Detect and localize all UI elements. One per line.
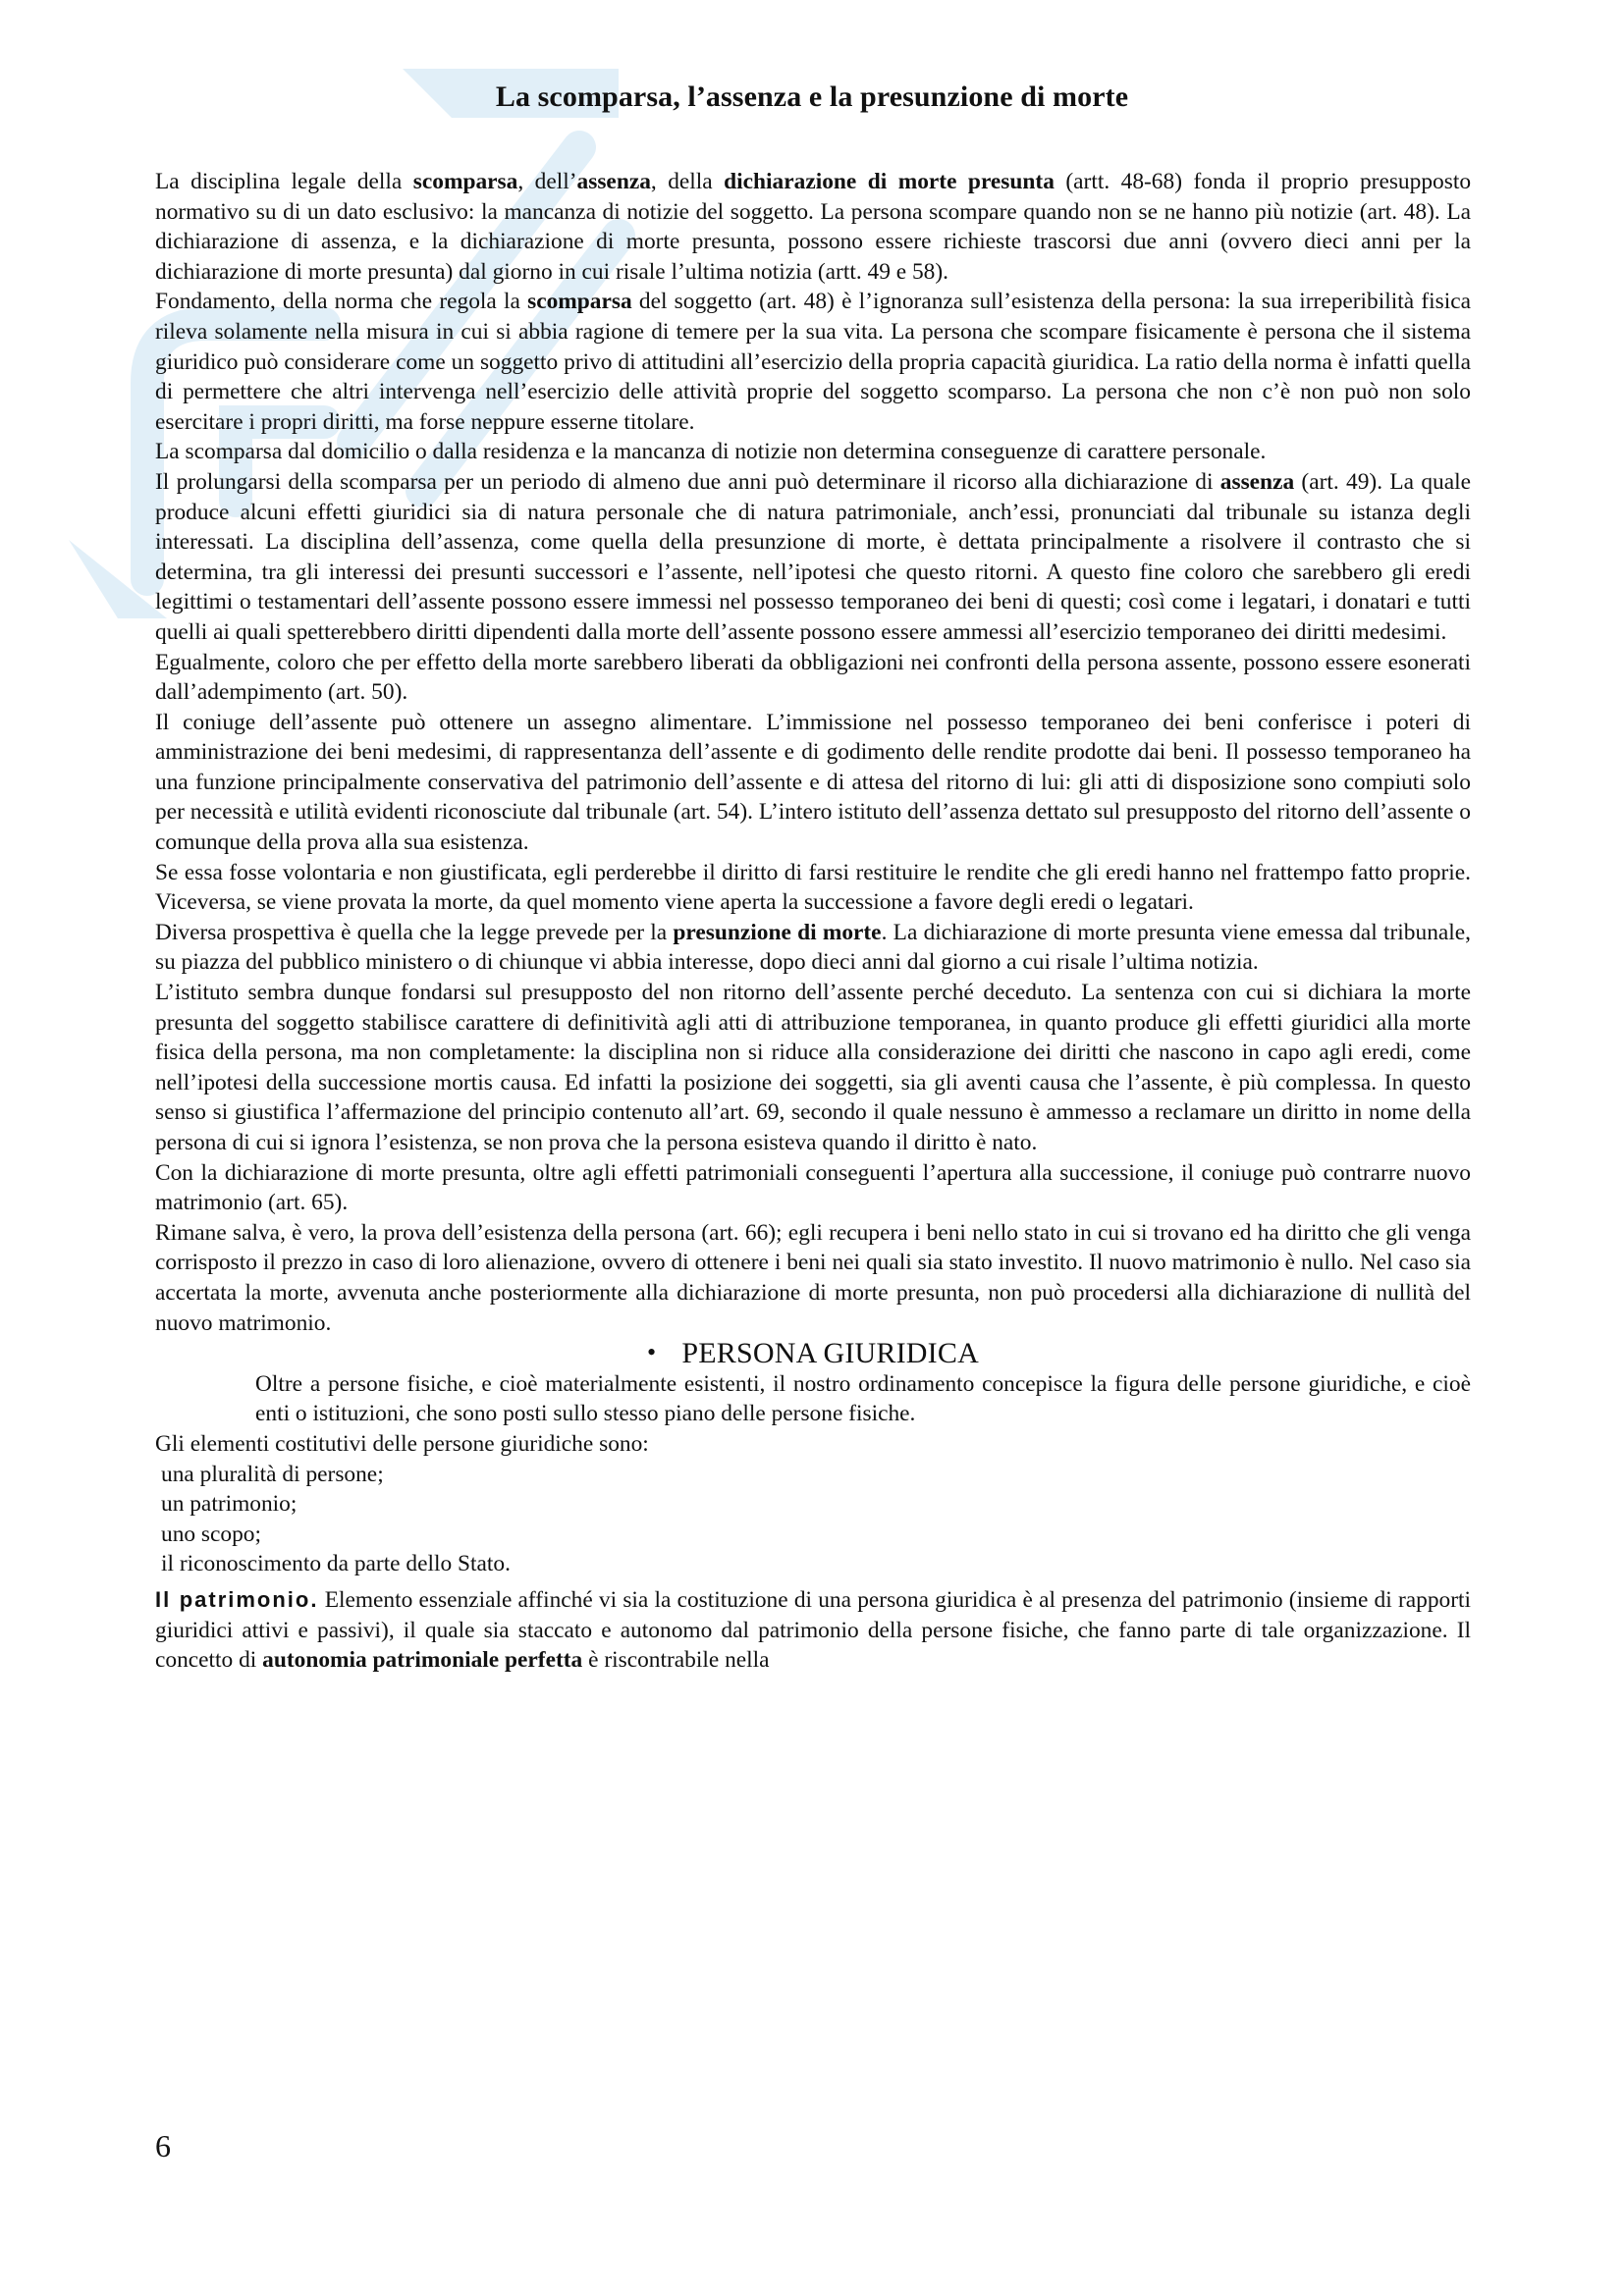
section-intro: Oltre a persone fisiche, e cioè materialmente esistenti, il nostro ordinamento concepisce la figura delle persone giuridiche, e cioè enti o istituzioni, che sono posti sullo stesso piano delle persone fisiche. — [255, 1370, 1471, 1427]
bold-term: assenza — [1219, 468, 1295, 495]
paragraph-5: Egualmente, coloro che per effetto della morte sarebbero liberati da obbligazioni nei confronti della persona assente, possono essere esonerati dall’adempimento (art. 50). — [155, 649, 1471, 706]
paragraph-4 — [155, 467, 1471, 648]
document-title: La scomparsa, l’assenza e la presunzione di morte — [495, 80, 1129, 113]
paragraph-7: Se essa fosse volontaria e non giustificata, egli perderebbe il diritto di farsi restituire le rendite che gli eredi hanno nel frattempo fatto proprie. Viceversa, se viene provata la morte, da quel momento viene aperta la successione a favore degli eredi o legatari. — [155, 859, 1471, 916]
section-heading — [155, 1338, 1471, 1369]
text-run: , della — [650, 169, 725, 194]
bold-term: presunzione di morte — [673, 919, 882, 945]
bold-term: scomparsa — [412, 169, 518, 194]
paragraph-2 — [155, 287, 1471, 437]
bold-term: scomparsa — [527, 289, 632, 315]
text-run: (art. 49). La quale produce alcuni effetti giuridici sia di natura personale che di natura patrimoniale, anch’essi, pronunciati dal tribunale su istanza degli interessati. La disciplina dell’assenza, come quella della presunzione di morte, è dettata principalmente a risolvere il contrasto che si determina, tra gli interessi dei presunti successori e l’assente, nell’ipotesi che questo ritorni. A questo fine coloro che sarebbero gli eredi legittimi o testamentari dell’assente possono essere immessi nel possesso temporaneo dei beni di questi; così come i legatari, i donatari e tutti quelli ai quali spetterebbero diritti dipendenti dalla morte dell’assente possono essere ammessi all’esercizio temporaneo dei diritti medesimi. — [155, 468, 1471, 645]
bold-term: autonomia patrimoniale perfetta — [262, 1647, 583, 1674]
text-run: del soggetto (art. 48) è l’ignoranza sull’esistenza della persona: la sua irreperibilità fisica rileva solamente nella misura in cui si abbia ragione di temere per la sua vita. La persona che scompare fisicamente è persona che il sistema giuridico può considerare come un soggetto privo di attitudini all’esercizio della propria capacità giuridica. La ratio della norma è infatti quella di permettere che altri intervenga nell’esercizio delle attività proprie del soggetto scomparso. La persona che non c’è non può non solo esercitare i propri diritti, ma forse neppure esserne titolare. — [155, 289, 1472, 435]
paragraph-11: Rimane salva, è vero, la prova dell’esistenza della persona (art. 66); egli recupera i beni nello stato in cui si trovano ed ha diritto che gli venga corrisposto il prezzo in caso di loro alienazione, ovvero di ottenere i beni nei quali sia stato investito. Il nuovo matrimonio è nullo. Nel caso sia accertata la morte, avvenuta anche posteriormente alla dichiarazione di morte presunta, non può procedersi alla dichiarazione di nullità del nuovo matrimonio. — [155, 1219, 1471, 1336]
list-item: una pluralità di persone; — [161, 1461, 384, 1487]
paragraph-8 — [155, 918, 1471, 978]
bullet-icon: • — [647, 1338, 657, 1367]
text-run: Il prolungarsi della scomparsa per un periodo di almeno due anni può determinare il ricorso alla dichiarazione di — [155, 468, 1220, 495]
text-run: Diversa prospettiva è quella che la legge prevede per la — [155, 919, 674, 945]
document-body — [155, 167, 1471, 1676]
list-item: un patrimonio; — [161, 1491, 298, 1518]
subsection-label: Il patrimonio. — [155, 1586, 319, 1612]
list-item: il riconoscimento da parte dello Stato. — [161, 1551, 511, 1577]
paragraph-patrimonio — [155, 1585, 1471, 1676]
section-heading-text: PERSONA GIURIDICA — [681, 1337, 979, 1370]
text-run: (artt. 48-68) fonda il proprio presupposto normativo su di un dato esclusivo: la mancanza di notizie del soggetto. La persona scompare quando non se ne hanno più notizie (art. 48). La dichiarazione di assenza, e la dichiarazione di morte presunta, possono essere richieste trascorsi due anni (ovvero dieci anni per la dichiarazione di morte presunta) dal giorno in cui risale l’ultima notizia (artt. 49 e 58). — [155, 169, 1472, 285]
page-number: 6 — [155, 2128, 171, 2163]
paragraph-9: L’istituto sembra dunque fondarsi sul presupposto del non ritorno dell’assente perché deceduto. La sentenza con cui si dichiara la morte presunta del soggetto stabilisce carattere di definitività agli atti di attribuzione temporanea, in quanto produce gli effetti giuridici alla morte fisica della persona, ma non completamente: la disciplina non si riduce alla considerazione dei diritti che nascono in capo agli eredi, come nell’ipotesi della successione mortis causa. Ed infatti la posizione dei soggetti, sia gli aventi causa che l’assente, è più complessa. In questo senso si giustifica l’affermazione del principio contenuto all’art. 69, secondo il quale nessuno è ammesso a reclamare un diritto in nome della persona di cui si ignora l’esistenza, se non prova che la persona esisteva quando il diritto è nato. — [155, 980, 1471, 1155]
bold-term: dichiarazione di morte presunta — [724, 169, 1055, 194]
paragraph-1 — [155, 167, 1471, 287]
paragraph-10: Con la dichiarazione di morte presunta, oltre agli effetti patrimoniali conseguenti l’apertura alla successione, il coniuge può contrarre nuovo matrimonio (art. 65). — [155, 1159, 1471, 1216]
text-run: Elemento essenziale affinché vi sia la costituzione di una persona giuridica è al presenza del patrimonio (insieme di rapporti giuridici attivi e passivi), il quale sia staccato e autonomo dal patrimonio della persone fisiche, che fanno parte di tale organizzazione. Il concetto di — [155, 1586, 1472, 1674]
text-run: . La dichiarazione di morte presunta viene emessa dal tribunale, su piazza del pubblico ministero o di chiunque vi abbia interesse, dopo dieci anni dal giorno a cui risale l’ultima notizia. — [155, 919, 1472, 976]
list-item: uno scopo; — [161, 1521, 262, 1547]
text-run: La disciplina legale della — [155, 169, 413, 194]
elements-lead: Gli elementi costitutivi delle persone giuridiche sono: — [155, 1430, 649, 1457]
paragraph-3: La scomparsa dal domicilio o dalla residenza e la mancanza di notizie non determina conseguenze di carattere personale. — [155, 439, 1267, 465]
bold-term: assenza — [576, 169, 651, 194]
text-run: Fondamento, della norma che regola la — [155, 289, 528, 315]
text-run: , dell’ — [517, 169, 577, 194]
paragraph-6: Il coniuge dell’assente può ottenere un assegno alimentare. L’immissione nel possesso temporaneo dei beni conferisce i poteri di amministrazione dei beni medesimi, di rappresentanza dell’assente e di godimento delle rendite prodotte dai beni. Il possesso temporaneo ha una funzione principalmente conservativa del patrimonio dell’assente e di attesa del ritorno di lui: gli atti di disposizione sono compiuti solo per necessità e utilità evidenti riconosciute dal tribunale (art. 54). L’intero istituto dell’assenza dettato sul presupposto del ritorno dell’assente o comunque della prova alla sua esistenza. — [155, 709, 1471, 856]
text-run: è riscontrabile nella — [582, 1647, 770, 1674]
